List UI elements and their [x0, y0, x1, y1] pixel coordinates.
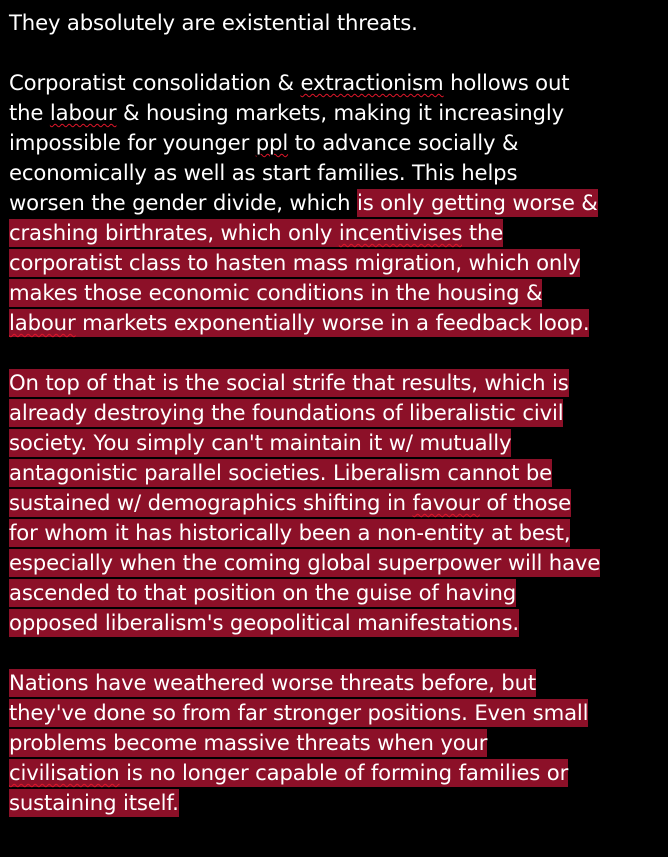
text-segment[interactable]: Corporatist consolidation &	[9, 70, 301, 95]
text-line	[9, 278, 661, 308]
highlighted-text[interactable]: for whom it has historically been a non-entity at best,	[9, 520, 571, 545]
highlighted-text[interactable]: sustained w/ demographics shifting in	[9, 490, 413, 515]
text-line	[9, 758, 661, 788]
paragraph	[9, 668, 661, 818]
text-segment[interactable]: economically as well as start families. This helps	[9, 160, 518, 185]
text-line	[9, 548, 661, 578]
text-line	[9, 218, 661, 248]
highlighted-text[interactable]: Nations have weathered worse threats before, but	[9, 670, 537, 695]
highlighted-text[interactable]: makes those economic conditions in the housing &	[9, 280, 543, 305]
misspelled-word[interactable]: favour	[412, 490, 480, 515]
text-segment[interactable]: the	[9, 100, 50, 125]
text-segment[interactable]: to advance socially &	[288, 130, 519, 155]
post-text-body	[9, 8, 661, 818]
paragraph	[9, 368, 661, 638]
highlighted-text[interactable]: corporatist class to hasten mass migration, which only	[9, 250, 581, 275]
text-line	[9, 608, 661, 638]
misspelled-word[interactable]: extractionism	[300, 70, 444, 95]
text-line	[9, 158, 661, 188]
highlighted-text[interactable]: society. You simply can't maintain it w/ mutually	[9, 430, 512, 455]
text-line	[9, 698, 661, 728]
text-line	[9, 518, 661, 548]
highlighted-text[interactable]: already destroying the foundations of liberalistic civil	[9, 400, 564, 425]
text-line	[9, 308, 661, 338]
highlighted-text[interactable]: opposed liberalism's geopolitical manifestations.	[9, 610, 519, 635]
text-line	[9, 8, 661, 38]
highlighted-text[interactable]: they've done so from far stronger positions. Even small	[9, 700, 589, 725]
highlighted-text[interactable]: ascended to that position on the guise of having	[9, 580, 517, 605]
paragraph	[9, 8, 661, 38]
misspelled-word[interactable]: ppl	[255, 130, 289, 155]
misspelled-word[interactable]: incentivises	[338, 220, 463, 245]
highlighted-text[interactable]: is only getting worse &	[356, 190, 598, 215]
text-line	[9, 68, 661, 98]
highlighted-text[interactable]: problems become massive threats when your	[9, 730, 488, 755]
text-segment[interactable]: worsen the gender divide, which	[9, 190, 357, 215]
highlighted-text[interactable]: the	[462, 220, 504, 245]
highlighted-text[interactable]: antagonistic parallel societies. Liberalism cannot be	[9, 460, 552, 485]
misspelled-word[interactable]: labour	[9, 310, 76, 335]
text-line	[9, 248, 661, 278]
highlighted-text[interactable]: markets exponentially worse in a feedback loop.	[75, 310, 590, 335]
text-line	[9, 428, 661, 458]
text-segment[interactable]: & housing markets, making it increasingly	[116, 100, 564, 125]
text-line	[9, 368, 661, 398]
text-line	[9, 488, 661, 518]
misspelled-word[interactable]: civilisation	[9, 760, 120, 785]
misspelled-word[interactable]: labour	[49, 100, 117, 125]
highlighted-text[interactable]: On top of that is the social strife that results, which is	[9, 370, 569, 395]
paragraph	[9, 68, 661, 338]
text-line	[9, 98, 661, 128]
highlighted-text[interactable]: is no longer capable of forming families or	[119, 760, 569, 785]
text-line	[9, 458, 661, 488]
text-line	[9, 578, 661, 608]
text-segment[interactable]: hollows out	[443, 70, 570, 95]
highlighted-text[interactable]: crashing birthrates, which only	[9, 220, 339, 245]
text-segment[interactable]: impossible for younger	[9, 130, 256, 155]
text-line	[9, 128, 661, 158]
text-line	[9, 398, 661, 428]
text-line	[9, 788, 661, 818]
text-line	[9, 728, 661, 758]
highlighted-text[interactable]: sustaining itself.	[9, 790, 179, 815]
highlighted-text[interactable]: of those	[479, 490, 572, 515]
text-line	[9, 188, 661, 218]
text-segment[interactable]: They absolutely are existential threats.	[9, 10, 418, 35]
highlighted-text[interactable]: especially when the coming global superpower will have	[9, 550, 601, 575]
text-line	[9, 668, 661, 698]
